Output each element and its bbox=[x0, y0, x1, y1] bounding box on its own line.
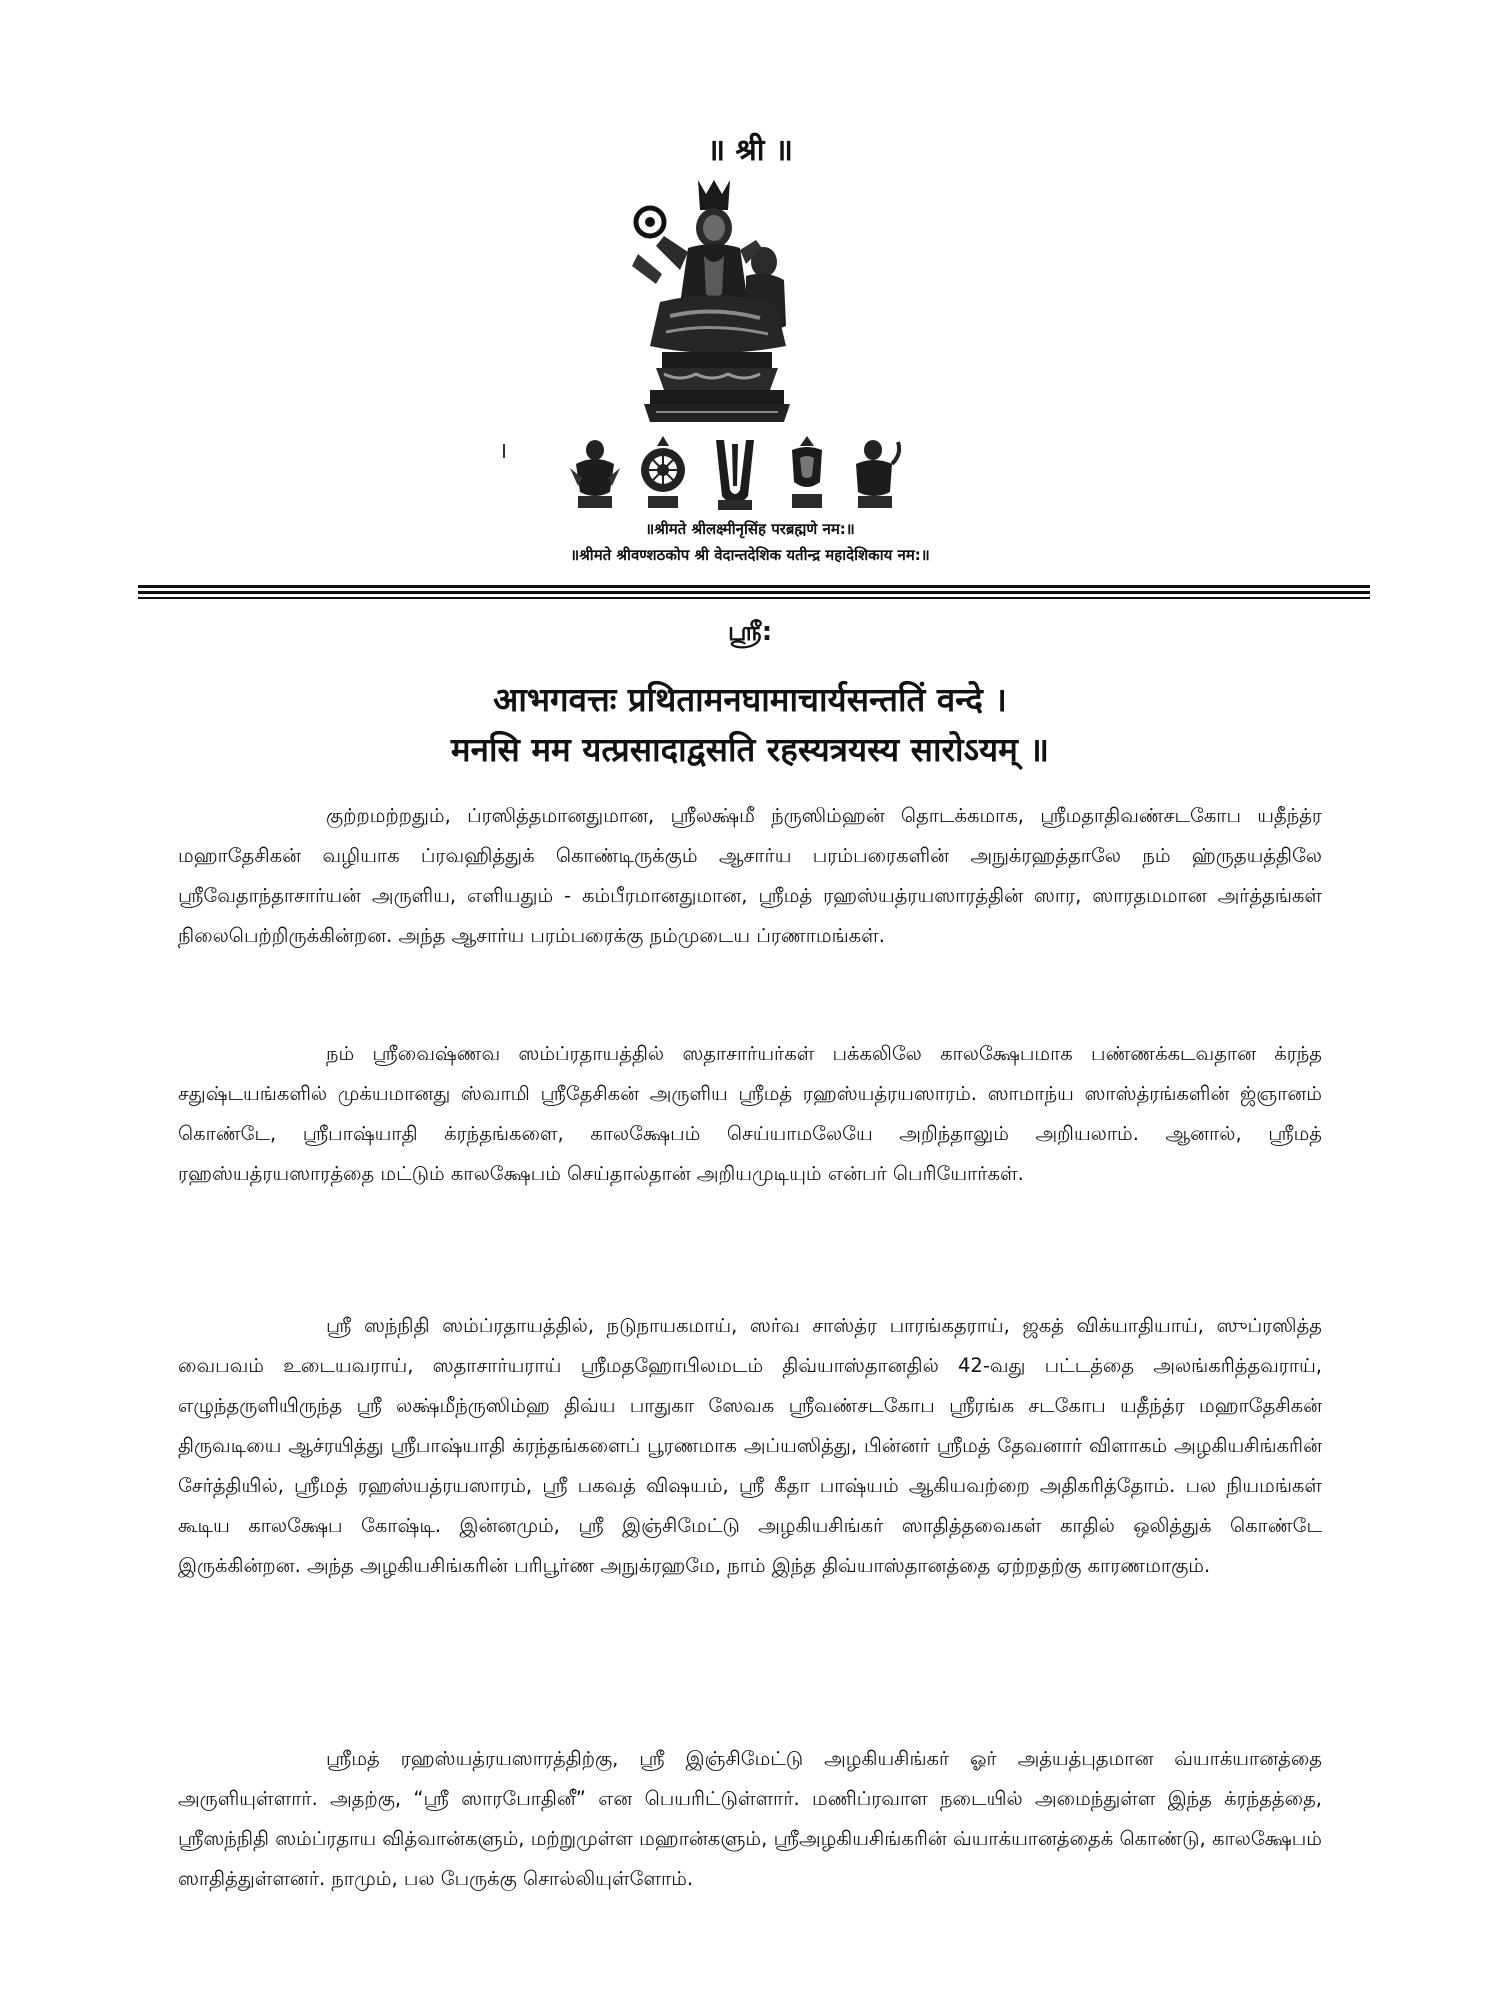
hanuman-emblem-icon bbox=[846, 434, 904, 512]
deity-illustration bbox=[600, 176, 830, 426]
body-paragraph bbox=[178, 1034, 1322, 1194]
header-rule bbox=[138, 585, 1370, 588]
sloka-line-2: मनसि मम यत्प्रसादाद्वसति रहस्यत्रयस्य सारोऽयम् ॥ bbox=[450, 730, 1050, 769]
shankha-emblem-icon bbox=[778, 434, 836, 512]
header-rule bbox=[138, 597, 1370, 599]
salutation-line-2: ॥श्रीमते श्रीवण्शठकोप श्री वेदान्तदेशिक यतीन्द्र महादेशिकाय नम:॥ bbox=[570, 546, 930, 564]
body-paragraph bbox=[178, 1306, 1322, 1586]
paragraph-text: குற்றமற்றதும், ப்ரஸித்தமானதுமான, ஸ்ரீலக்ஷ்மீ ந்ருஸிம்ஹன் தொடக்கமாக, ஸ்ரீமதாதிவண்சடகோப யதீந்த்ர மஹாதேசிகன் வழியாக ப்ரவஹித்துக் கொண்டிருக்கும் ஆசார்ய பரம்பரைகளின் அநுக்ரஹத்தாலே நம் ஹ்ருதயத்திலே ஸ்ரீவேதாந்தாசார்யன் அருளிய, எளியதும் - கம்பீரமானதுமான, ஸ்ரீமத் ரஹஸ்யத்ரயஸாரத்தின் ஸார, ஸாரதமமான அர்த்தங்கள் நிலைபெற்றிருக்கின்றன. அந்த ஆசார்ய பரம்பரைக்கு நம்முடைய ப்ரணாமங்கள். bbox=[178, 804, 1322, 947]
paragraph-text: நம் ஸ்ரீவைஷ்ணவ ஸம்ப்ரதாயத்தில் ஸதாசார்யர்கள் பக்கலிலே காலக்ஷேபமாக பண்ணக்கடவதான க்ரந்த சதுஷ்டயங்களில் முக்யமானது ஸ்வாமி ஸ்ரீதேசிகன் அருளிய ஸ்ரீமத் ரஹஸ்யத்ரயஸாரம். ஸாமாந்ய ஸாஸ்த்ரங்களின் ஜ்ஞானம் கொண்டே, ஸ்ரீபாஷ்யாதி க்ரந்தங்களை, காலக்ஷேபம் செய்யாமலேயே அறிந்தாலும் அறியலாம். ஆனால், ஸ்ரீமத் ரஹஸ்யத்ரயஸாரத்தை மட்டும் காலக்ஷேபம் செய்தால்தான் அறியமுடியும் என்பர் பெரியோர்கள். bbox=[178, 1042, 1322, 1185]
tamil-shri-mark: ஸ்ரீ: bbox=[727, 617, 773, 647]
sloka-line-1: आभगवत्तः प्रथितामनघामाचार्यसन्ततिं वन्दे । bbox=[493, 680, 1007, 719]
emblem-row bbox=[566, 434, 906, 514]
garuda-emblem-icon bbox=[566, 434, 624, 512]
chakra-emblem-icon bbox=[634, 434, 692, 512]
invocation-heading: ॥ श्री ॥ bbox=[707, 133, 793, 168]
body-paragraph bbox=[178, 796, 1322, 956]
salutation-line-1: ॥श्रीमते श्रीलक्ष्मीनृसिंह परब्रह्मणे नम:॥ bbox=[645, 520, 855, 538]
body-paragraph bbox=[178, 1739, 1322, 1899]
scan-mark bbox=[503, 444, 505, 458]
paragraph-text: ஸ்ரீ ஸந்நிதி ஸம்ப்ரதாயத்தில், நடுநாயகமாய், ஸர்வ சாஸ்த்ர பாரங்கதராய், ஜகத் விக்யாதியாய், ஸுப்ரஸித்த வைபவம் உடையவராய், ஸதாசார்யராய் ஸ்ரீமதஹோபிலமடம் திவ்யாஸ்தானதில் 42-வது பட்டத்தை அலங்கரித்தவராய், எழுந்தருளியிருந்த ஸ்ரீ லக்ஷ்மீந்ருஸிம்ஹ திவ்ய பாதுகா ஸேவக ஸ்ரீவண்சடகோப ஸ்ரீரங்க சடகோப யதீந்த்ர மஹாதேசிகன் திருவடியை ஆச்ரயித்து ஸ்ரீபாஷ்யாதி க்ரந்தங்களைப் பூரணமாக அப்யஸித்து, பின்னர் ஸ்ரீமத் தேவனார் விளாகம் அழகியசிங்கரின் சேர்த்தியில், ஸ்ரீமத் ரஹஸ்யத்ரயஸாரம், ஸ்ரீ பகவத் விஷயம், ஸ்ரீ கீதா பாஷ்யம் ஆகியவற்றை அதிகரித்தோம். பல நியமங்கள் கூடிய காலக்ஷேப கோஷ்டி. இன்னமும், ஸ்ரீ இஞ்சிமேட்டு அழகியசிங்கர் ஸாதித்தவைகள் காதில் ஒலித்துக் கொண்டே இருக்கின்றன. அந்த அழகியசிங்கரின் பரிபூர்ண அநுக்ரஹமே, நாம் இந்த திவ்யாஸ்தானத்தை ஏற்றதற்கு காரணமாகும். bbox=[178, 1314, 1322, 1577]
paragraph-text: ஸ்ரீமத் ரஹஸ்யத்ரயஸாரத்திற்கு, ஸ்ரீ இஞ்சிமேட்டு அழகியசிங்கர் ஓர் அத்யத்புதமான வ்யாக்யானத்தை அருளியுள்ளார். அதற்கு, “ஸ்ரீ ஸாரபோதினீ” என பெயரிட்டுள்ளார். மணிப்ரவாள நடையில் அமைந்துள்ள இந்த க்ரந்தத்தை, ஸ்ரீஸந்நிதி ஸம்ப்ரதாய வித்வான்களும், மற்றுமுள்ள மஹான்களும், ஸ்ரீஅழகியசிங்கரின் வ்யாக்யானத்தைக் கொண்டு, காலக்ஷேபம் ஸாதித்துள்ளனர். நாமும், பல பேருக்கு சொல்லியுள்ளோம். bbox=[178, 1747, 1322, 1890]
header-rule bbox=[138, 591, 1370, 594]
thiruman-emblem-icon bbox=[706, 434, 764, 512]
